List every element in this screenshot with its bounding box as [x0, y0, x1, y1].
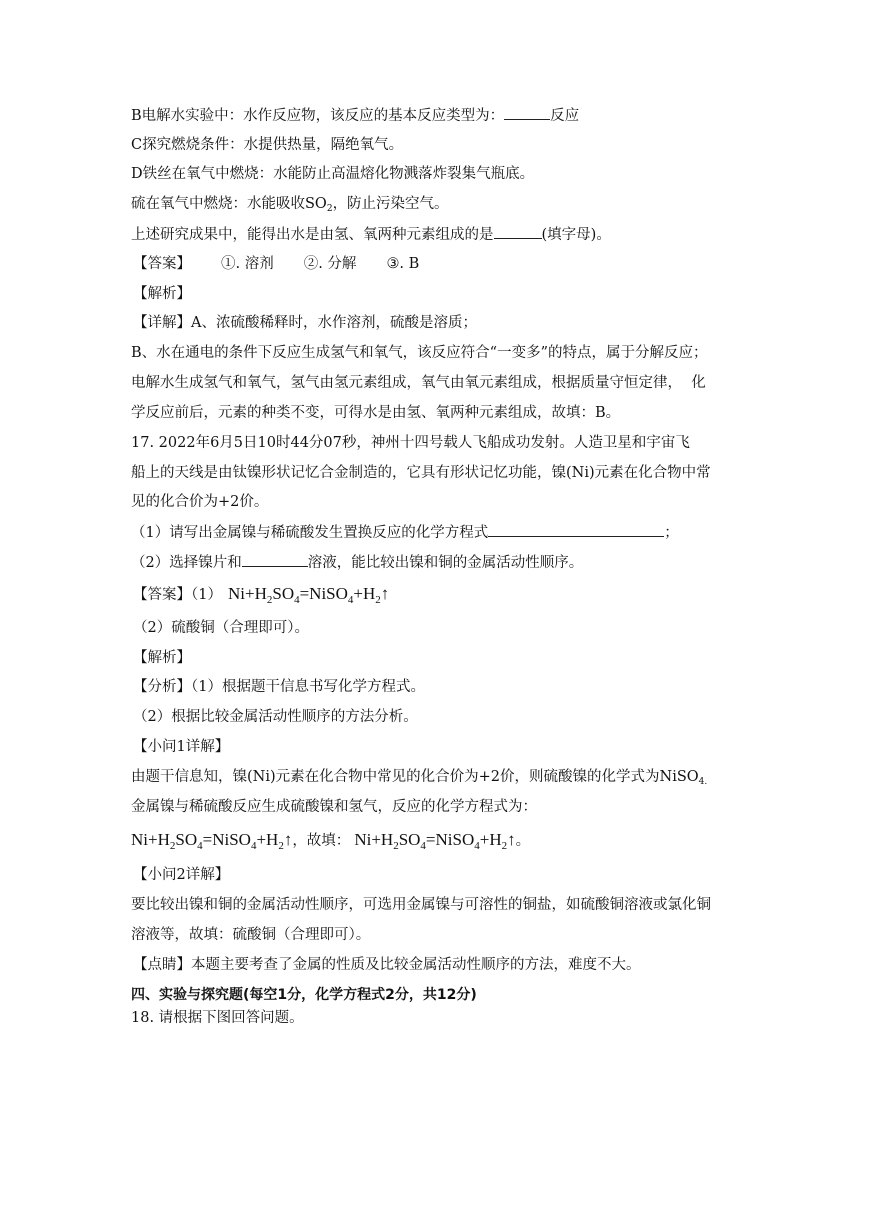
answer-16 [133, 254, 419, 274]
detail-16-text: A、浓硫酸稀释时，水作溶剂，硫酸是溶质； [191, 315, 477, 331]
sub1-l1 [131, 767, 707, 787]
q17-part2-suffix: 溶液，能比较出镍和铜的金属活动性顺序。 [307, 555, 584, 571]
sub1-l3 [131, 827, 530, 854]
line-b-text: B电解水实验中：水作反应物，该反应的基本反应类型为： [131, 108, 505, 124]
line-e [131, 194, 449, 214]
dianjing-text: 本题主要考查了金属的性质及比较金属活动性顺序的方法，难度不大。 [191, 957, 641, 973]
detail-16-l3: 电解水生成氢气和氧气，氢气由氢元素组成，氧气由氧元素组成，根据质量守恒定律， 化 [131, 375, 706, 391]
line-e-text: 硫在氧气中燃烧：水能吸收SO [131, 196, 327, 212]
blank-letter [494, 224, 542, 239]
q18: 18. 请根据下图回答问题。 [131, 1010, 304, 1026]
q17-part2 [131, 552, 583, 573]
q17-l3: 见的化合价为+2价。 [131, 494, 269, 510]
line-d: D铁丝在氧气中燃烧：水能防止高温熔化物溅落炸裂集气瓶底。 [131, 166, 535, 182]
blank-solution [242, 552, 308, 567]
niso4-subscript: 4. [698, 777, 708, 787]
so2-subscript: 2 [326, 204, 333, 214]
answer-16-3: ③. B [386, 256, 420, 272]
fenxi-label: 【分析】 [133, 679, 191, 695]
blank-reaction-type [504, 105, 550, 120]
dianjing [133, 955, 641, 975]
chemical-equation: $Ni+H_2SO_4=NiSO_4+H_2↑$ [227, 584, 390, 606]
answer-16-1: ①. 溶剂 [221, 256, 274, 272]
detail-16-l2: B、水在通电的条件下反应生成氢气和氧气，该反应符合“一变多”的特点，属于分解反应； [131, 345, 708, 361]
detail-16-l4: 学反应前后，元素的种类不变，可得水是由氢、氧两种元素组成，故填：B。 [131, 405, 621, 421]
sub2-label: 【小问2详解】 [133, 867, 230, 883]
q17-part1 [131, 522, 679, 543]
q17-part1-text: （1）请写出金属镍与稀硫酸发生置换反应的化学方程式 [131, 525, 489, 541]
line-e-suffix: ，防止污染空气。 [332, 196, 449, 212]
chemical-equation-repeat: $Ni+H_2SO_4=NiSO_4+H_2↑$ [354, 830, 516, 852]
q17-part2-text: （2）选择镍片和 [131, 555, 242, 571]
gas-arrow-icon: ↑ [507, 830, 516, 849]
q17-l1: 17. 2022年6月5日10时44分07秒，神州十四号载人飞船成功发射。人造卫星和宇宙飞 [131, 435, 690, 451]
answer-label: 【答案】 [133, 587, 191, 603]
line-b [131, 105, 579, 126]
answer-16-2: ②. 分解 [303, 256, 357, 272]
line-c: C探究燃烧条件：水提供热量，隔绝氧气。 [131, 137, 404, 153]
answer-17 [133, 582, 389, 607]
gas-arrow-icon: ↑ [380, 584, 390, 603]
line-b-suffix: 反应 [550, 108, 580, 124]
detail-16-l1 [133, 313, 477, 333]
line-f-suffix: (填字母)。 [541, 227, 611, 243]
sub1-label: 【小问1详解】 [133, 739, 230, 755]
chemical-equation: $Ni+H_2SO_4=NiSO_4+H_2↑$ [131, 830, 293, 852]
sub1-end: 。 [515, 833, 531, 849]
section-heading: 四、实验与探究题(每空1分，化学方程式2分，共12分) [131, 987, 477, 1003]
sub1-mid-text: ，故填： [292, 833, 351, 849]
sub2-l2: 溶液等，故填：硫酸铜（合理即可）。 [131, 927, 371, 943]
blank-equation [488, 522, 664, 537]
q17-l2: 船上的天线是由钛镍形状记忆合金制造的，它具有形状记忆功能，镍(Ni)元素在化合物中常 [131, 465, 711, 481]
gas-arrow-icon: ↑ [283, 830, 293, 849]
answer-17-l2: （2）硫酸铜（合理即可）。 [133, 620, 309, 636]
sub1-l2: 金属镍与稀硫酸反应生成硫酸镍和氢气，反应的化学方程式为： [131, 799, 537, 815]
detail-label: 【详解】 [133, 315, 191, 331]
analysis-16-label: 【解析】 [133, 286, 191, 302]
analysis-17-label: 【解析】 [133, 650, 191, 666]
answer-17-num: （1） [191, 587, 222, 603]
fenxi-l1 [133, 677, 425, 697]
dianjing-label: 【点睛】 [133, 957, 191, 973]
sub2-l1: 要比较出镍和铜的金属活动性顺序，可选用金属镍与可溶性的铜盐，如硫酸铜溶液或氯化铜 [131, 897, 711, 913]
fenxi-text: （1）根据题干信息书写化学方程式。 [191, 679, 425, 695]
line-f [131, 224, 611, 245]
fenxi-l2: （2）根据比较金属活动性顺序的方法分析。 [133, 709, 418, 725]
answer-label: 【答案】 [133, 256, 191, 272]
sub1-l1-text: 由题干信息知，镍(Ni)元素在化合物中常见的化合价为+2价，则硫酸镍的化学式为NiSO [131, 769, 699, 785]
line-f-text: 上述研究成果中，能得出水是由氢、氧两种元素组成的是 [131, 227, 494, 243]
q17-part1-suffix: ； [664, 525, 679, 541]
